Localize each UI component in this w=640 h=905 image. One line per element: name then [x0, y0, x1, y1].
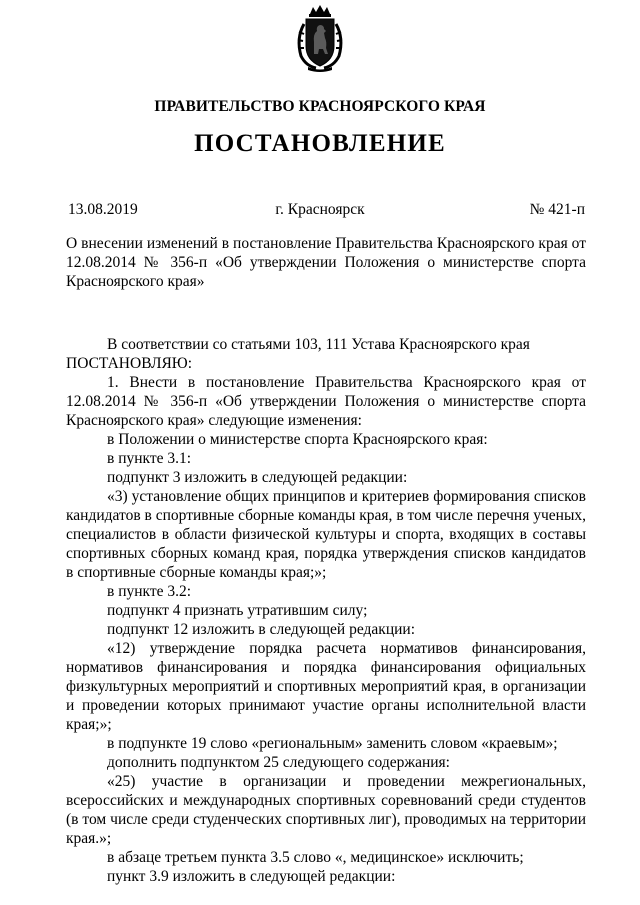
- body-paragraph: «3) установление общих принципов и критериев формирования списков кандидатов в спортивные сборные команды края, в том числе перечня ученых, специалистов в области физической культуры и спорта, входящих в составы спортивных сборных команд края, порядка утверждения списков кандидатов в спортивные сборные команды края;»;: [66, 488, 586, 581]
- government-title: ПРАВИТЕЛЬСТВО КРАСНОЯРСКОГО КРАЯ: [154, 98, 486, 115]
- document-number: № 421-п: [529, 201, 585, 218]
- document-subject: О внесении изменений в постановление Правительства Красноярского края от 12.08.2014 № 356-п «Об утверждении Положения о министерстве спорта Красноярского края»: [66, 235, 586, 290]
- body-paragraph: в абзаце третьем пункта 3.5 слово «, медицинское» исключить;: [107, 849, 524, 866]
- body-paragraph: в Положении о министерстве спорта Красноярского края:: [107, 431, 488, 448]
- body-paragraph: пункт 3.9 изложить в следующей редакции:: [107, 868, 396, 885]
- body-paragraph: дополнить подпунктом 25 следующего содержания:: [107, 754, 450, 771]
- body-paragraph: подпункт 3 изложить в следующей редакции:: [107, 469, 408, 486]
- document-body: [66, 335, 586, 886]
- body-paragraph: в пункте 3.2:: [107, 583, 192, 600]
- decree-word: ПОСТАНОВЛЯЮ:: [66, 355, 193, 372]
- krasnoyarsk-coat-of-arms-icon: [294, 4, 346, 72]
- body-paragraph: «25) участие в организации и проведении межрегиональных, всероссийских и международных спортивных соревнований среди студентов (в том числе среди студенческих спортивных лиг), проводимых на территории края.»;: [66, 773, 586, 847]
- preamble-paragraph: В соответствии со статьями 103, 111 Устава Красноярского края: [107, 336, 530, 353]
- body-paragraph: 1. Внести в постановление Правительства Красноярского края от 12.08.2014 № 356-п «Об утверждении Положения о министерстве спорта Красноярского края» следующие изменения:: [66, 374, 586, 429]
- body-paragraph: подпункт 4 признать утратившим силу;: [107, 602, 368, 619]
- body-paragraph: подпункт 12 изложить в следующей редакции:: [107, 621, 416, 638]
- document-date: 13.08.2019: [68, 201, 138, 218]
- body-paragraph: в пункте 3.1:: [107, 450, 192, 467]
- body-paragraph: в подпункте 19 слово «региональным» заменить словом «краевым»;: [107, 735, 558, 752]
- document-type-title: ПОСТАНОВЛЕНИЕ: [194, 130, 446, 157]
- body-paragraph: «12) утверждение порядка расчета нормативов финансирования, нормативов финансирования и порядка финансирования официальных физкультурных мероприятий и спортивных мероприятий края, в организации и проведении которых принимают участие органы исполнительной власти края;»;: [66, 640, 586, 733]
- document-city: г. Красноярск: [275, 201, 365, 218]
